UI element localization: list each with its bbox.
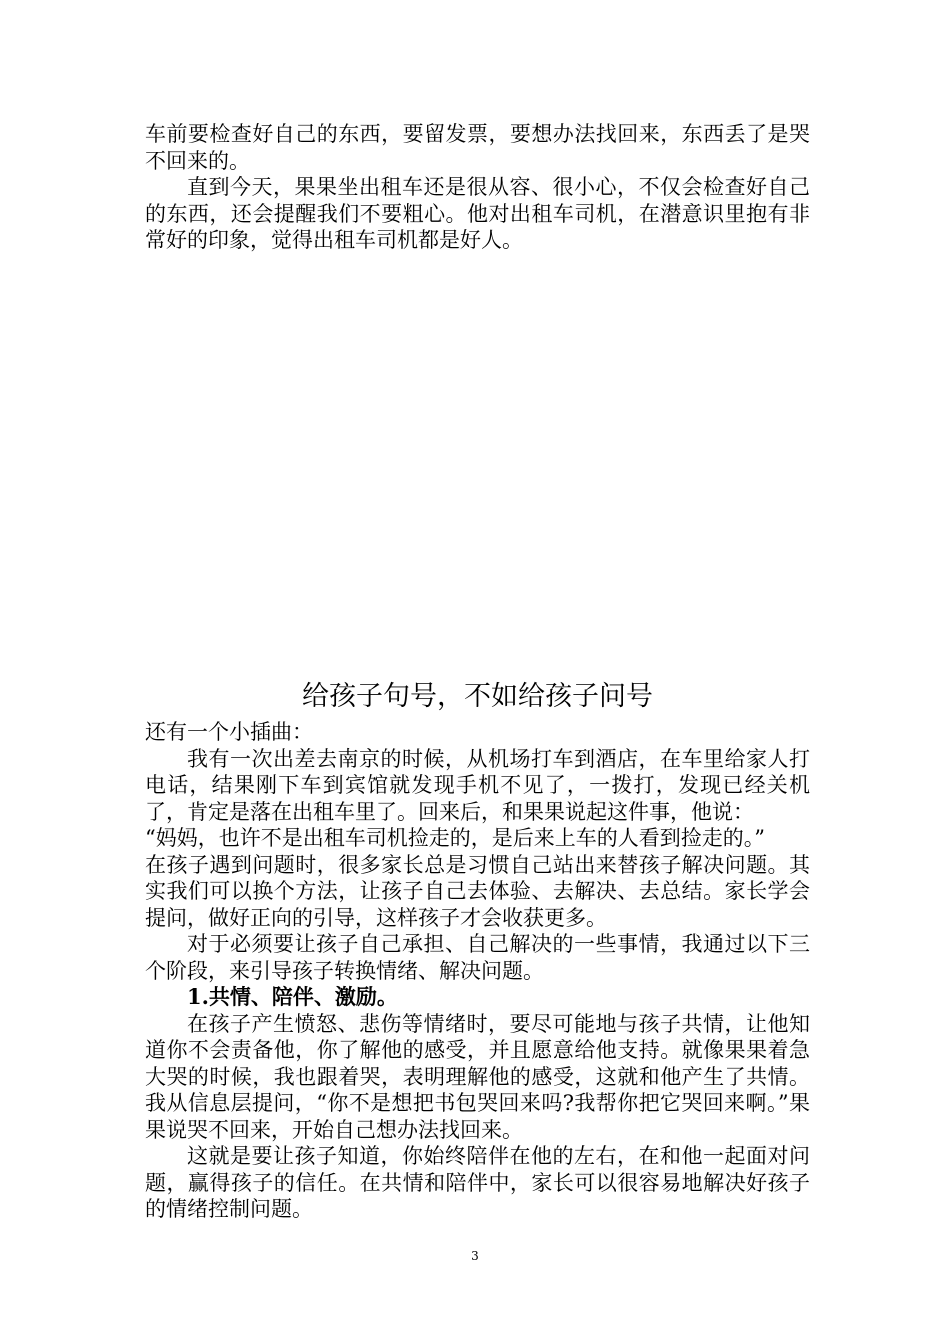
- paragraph-quote: “妈妈，也许不是出租车司机捡走的，是后来上车的人看到捡走的。”: [145, 826, 765, 850]
- paragraph-nanjing-story: 我有一次出差去南京的时候，从机场打车到酒店，在车里给家人打电话，结果刚下车到宾馆就发现手机不见了，一拨打，发现已经关机了，肯定是落在出租车里了。回来后，和果果说起这件事，他说：: [145, 746, 810, 824]
- section-title: 给孩子句号，不如给孩子问号: [302, 681, 653, 712]
- paragraph-taxi-impression: 直到今天，果果坐出租车还是很从容、很小心，不仅会检查好自己的东西，还会提醒我们不要粗心。他对出租车司机，在潜意识里抱有非常好的印象，觉得出租车司机都是好人。: [145, 175, 810, 252]
- subheading-empathy: 1.共情、陪伴、激励。: [187, 984, 398, 1009]
- paragraph-empathy-detail: 在孩子产生愤怒、悲伤等情绪时，要尽可能地与孩子共情，让他知道你不会责备他，你了解他的感受，并且愿意给他支持。就像果果着急大哭的时候，我也跟着哭，表明理解他的感受，这就和他产生了共情。我从信息层提问，“你不是想把书包哭回来吗?我帮你把它哭回来啊。”果果说哭不回来，开始自己想办法找回来。: [145, 1011, 810, 1142]
- top-text-section: [145, 121, 810, 254]
- paragraph-continuation: 车前要检查好自己的东西，要留发票，要想办法找回来，东西丢了是哭不回来的。: [145, 122, 810, 173]
- paragraph-intro: 还有一个小插曲：: [145, 720, 313, 744]
- page-number: 3: [471, 1249, 479, 1263]
- paragraph-companionship: 这就是要让孩子知道，你始终陪伴在他的左右，在和他一起面对问题，赢得孩子的信任。在共情和陪伴中，家长可以很容易地解决好孩子的情绪控制问题。: [145, 1144, 810, 1221]
- paragraph-three-stages: 对于必须要让孩子自己承担、自己解决的一些事情，我通过以下三个阶段，来引导孩子转换情绪、解决问题。: [145, 932, 810, 983]
- main-text-section: [145, 719, 810, 1223]
- paragraph-parent-advice: 在孩子遇到问题时，很多家长总是习惯自己站出来替孩子解决问题。其实我们可以换个方法，让孩子自己去体验、去解决、去总结。家长学会提问，做好正向的引导，这样孩子才会收获更多。: [145, 852, 810, 930]
